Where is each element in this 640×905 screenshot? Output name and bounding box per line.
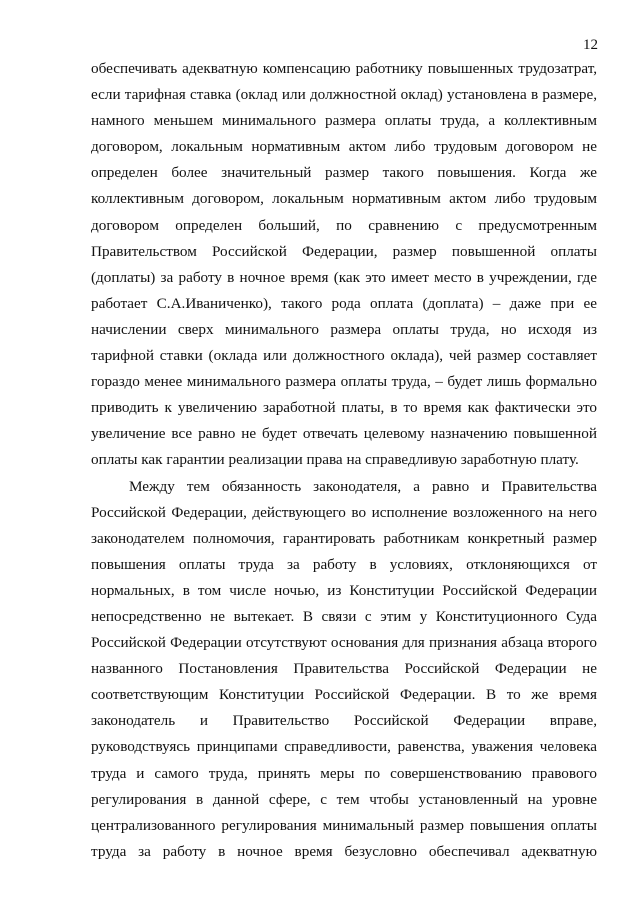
text-line: гораздо менее минимального размера оплаты труда, – будет лишь формально <box>91 373 597 391</box>
text-line: намного меньшем минимального размера оплаты труда, а коллективным <box>91 112 597 130</box>
text-line: законодателем полномочия, гарантировать работникам конкретный размер <box>91 529 597 547</box>
text-line: начислении сверх минимального размера оплаты труда, но исходя из <box>91 320 597 338</box>
text-line: обеспечивать адекватную компенсацию работнику повышенных трудозатрат, <box>91 60 597 77</box>
text-line: законодатель и Правительство Российской Федерации вправе, <box>91 712 597 730</box>
text-line: договором определен больший, по сравнению с предусмотренным <box>91 216 597 234</box>
text-line: (доплаты) за работу в ночное время (как это имеет место в учреждении, где <box>91 268 597 286</box>
text-line: Российской Федерации, действующего во исполнение возложенного на него <box>91 503 597 521</box>
text-line: Российской Федерации отсутствуют основания для признания абзаца второго <box>91 634 597 652</box>
text-line: Правительством Российской Федерации, размер повышенной оплаты <box>91 242 597 260</box>
page-number: 12 <box>583 37 598 53</box>
text-line: нормальных, в том числе ночью, из Конституции Российской Федерации <box>91 581 597 599</box>
text-line: приводить к увеличению заработной платы, в то время как фактически это <box>91 399 597 417</box>
text-line: определен более значительный размер такого повышения. Когда же <box>91 164 597 182</box>
text-line: коллективным договором, локальным нормативным актом либо трудовым <box>91 190 597 208</box>
text-line: увеличение все равно не будет отвечать целевому назначению повышенной <box>91 425 597 443</box>
text-line: работает С.А.Иваниченко), такого рода оплата (доплата) – даже при ее <box>91 294 597 312</box>
text-line: если тарифная ставка (оклад или должностной оклад) установлена в размере, <box>91 86 597 104</box>
text-line: договором, локальным нормативным актом либо трудовым договором не <box>91 138 597 156</box>
text-line: регулирования в данной сфере, с тем чтобы установленный на уровне <box>91 790 597 808</box>
document-body <box>91 56 597 865</box>
text-line: труда и самого труда, принять меры по совершенствованию правового <box>91 764 597 782</box>
text-line: тарифной ставки (оклада или должностного оклада), чей размер составляет <box>91 347 597 365</box>
text-line: руководствуясь принципами справедливости, равенства, уважения человека <box>91 738 597 756</box>
text-line: соответствующим Конституции Российской Федерации. В то же время <box>91 686 597 704</box>
text-line: названного Постановления Правительства Российской Федерации не <box>91 660 597 678</box>
paragraph-end-line: оплаты как гарантии реализации права на справедливую заработную плату. <box>91 451 579 469</box>
text-line: труда за работу в ночное время безусловно обеспечивал адекватную <box>91 842 597 860</box>
text-line: повышения оплаты труда за работу в условиях, отклоняющихся от <box>91 555 597 573</box>
text-line: непосредственно не вытекает. В связи с этим у Конституционного Суда <box>91 607 597 625</box>
text-line: централизованного регулирования минимальный размер повышения оплаты <box>91 816 597 834</box>
paragraph-start-line: Между тем обязанность законодателя, а равно и Правительства <box>129 477 597 495</box>
